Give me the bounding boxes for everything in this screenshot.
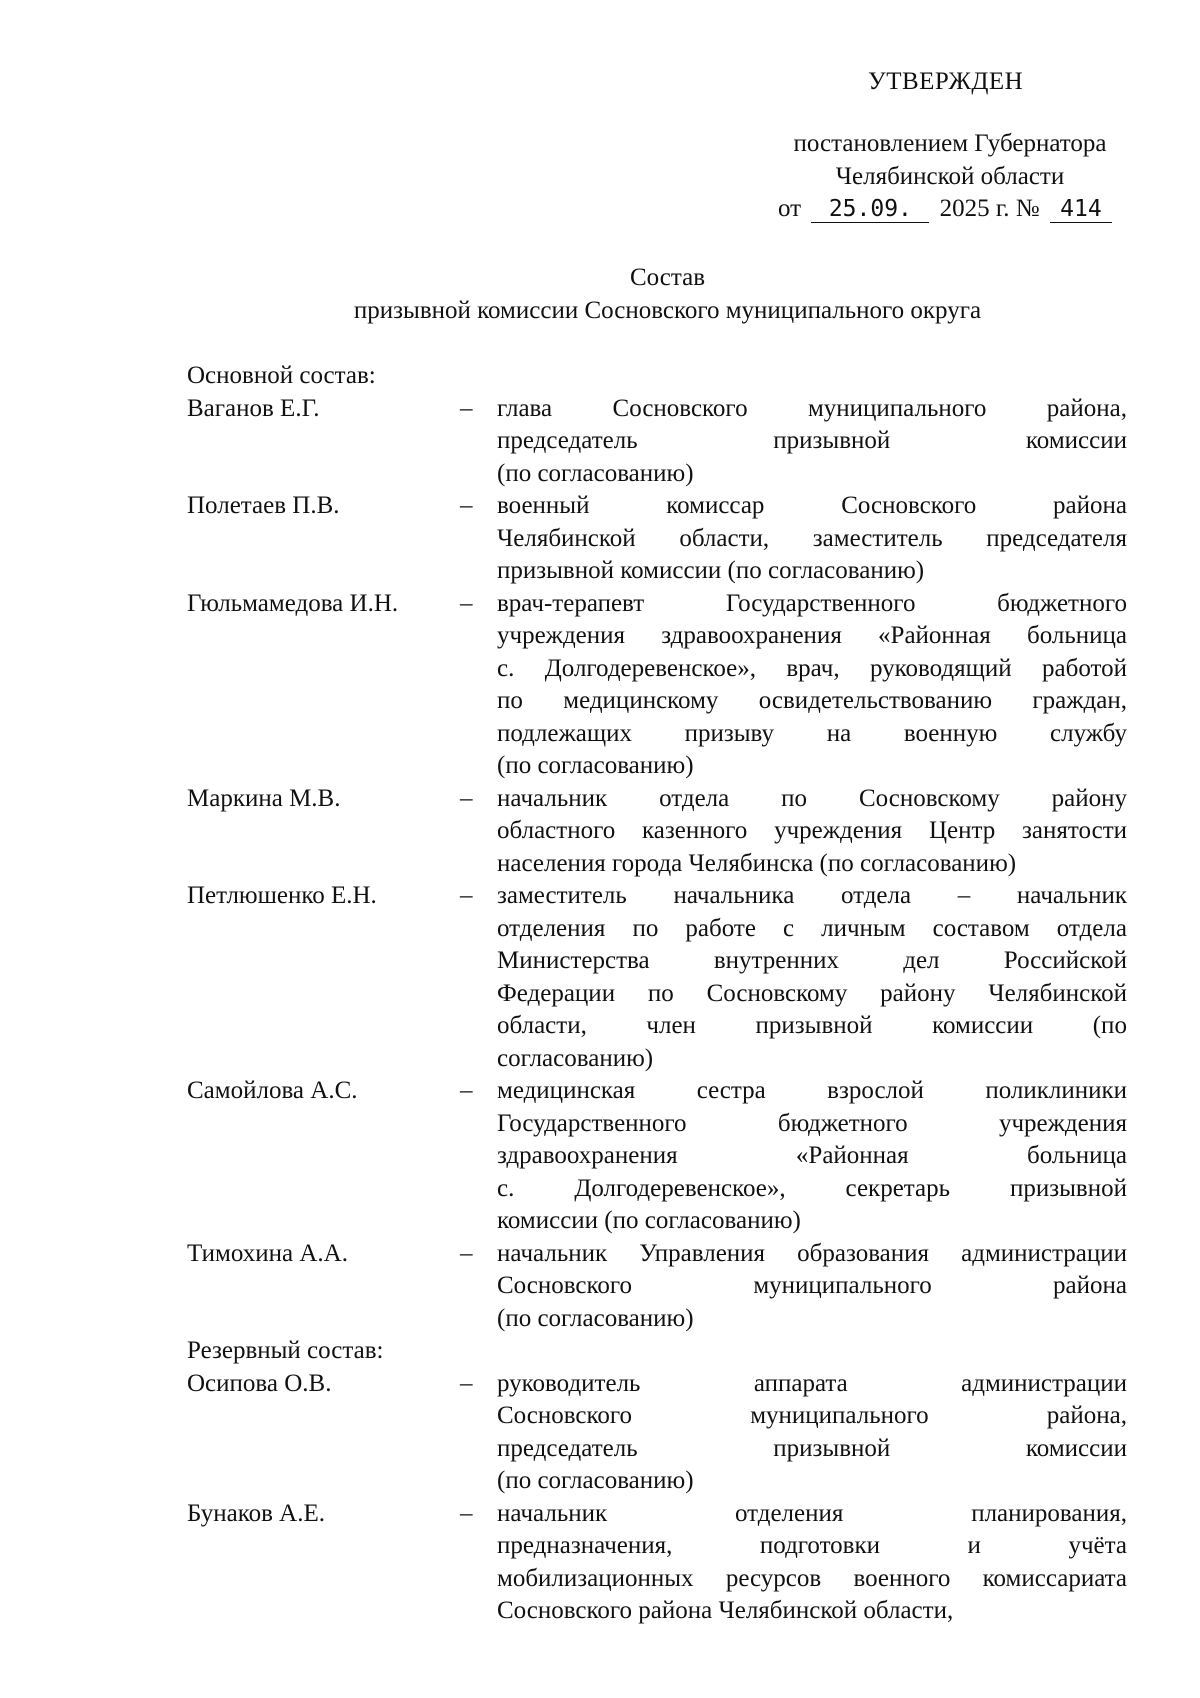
role-line: Сосновского муниципального района, [497, 1402, 1127, 1429]
role-line: военный комиссар Сосновского района [497, 492, 1127, 519]
member-role [497, 393, 1127, 491]
role-line: области, член призывной комиссии (по [497, 1012, 1127, 1039]
member-name: Осипова О.В. [187, 1369, 332, 1397]
member-role [497, 783, 1127, 881]
role-line: председатель призывной комиссии [497, 1434, 1127, 1462]
role-line: отделения по работе с личным составом отдела [497, 914, 1127, 942]
member-role [497, 1238, 1127, 1336]
member-row [187, 1498, 1137, 1628]
member-row [187, 393, 1137, 491]
role-line: согласованию) [497, 1044, 654, 1072]
role-line: врач-терапевт Государственного бюджетного [497, 589, 1127, 617]
role-line: областного казенного учреждения Центр занятости [497, 817, 1127, 844]
decree-year-label: 2025 г. № [939, 195, 1040, 222]
member-dash: – [460, 1369, 473, 1397]
member-name: Маркина М.В. [187, 784, 341, 812]
role-line: Министерства внутренних дел Российской [497, 947, 1127, 974]
member-dash: – [460, 882, 473, 909]
decree-date-line [778, 193, 1140, 226]
member-role [497, 588, 1127, 783]
role-line: подлежащих призыву на военную службу [497, 719, 1127, 747]
role-line: с. Долгодеревенское», врач, руководящий работой [497, 654, 1127, 682]
member-name: Тимохина А.А. [187, 1239, 348, 1267]
member-role [497, 490, 1127, 588]
member-row [187, 880, 1137, 1075]
role-line: Сосновского муниципального района [497, 1272, 1127, 1299]
role-line: по медицинскому освидетельствованию граждан, [497, 687, 1127, 714]
member-row [187, 588, 1137, 783]
member-dash: – [460, 492, 473, 519]
role-line: (по согласованию) [497, 1467, 694, 1494]
member-name: Гюльмамедова И.Н. [187, 589, 399, 617]
role-line: начальник отделения планирования, [497, 1499, 1127, 1527]
role-line: с. Долгодеревенское», секретарь призывной [497, 1174, 1127, 1202]
member-row [187, 783, 1137, 881]
role-line: комиссии (по согласованию) [497, 1207, 801, 1234]
member-row [187, 1075, 1137, 1238]
document-title-line-2: призывной комиссии Сосновского муниципального округа [353, 296, 982, 324]
member-role [497, 1075, 1127, 1238]
role-line: здравоохранения «Районная больница [497, 1142, 1127, 1169]
reserve-section-label: Резервный состав: [187, 1337, 384, 1364]
member-dash: – [460, 1239, 473, 1267]
member-dash: – [460, 394, 473, 422]
role-line: начальник отдела по Сосновскому району [497, 784, 1127, 812]
member-row [187, 1238, 1137, 1336]
role-line: председатель призывной комиссии [497, 427, 1127, 454]
member-dash: – [460, 1499, 473, 1527]
role-line: Сосновского района Челябинской области, [497, 1597, 954, 1624]
member-role [497, 880, 1127, 1075]
document-title-line-1: Состав [629, 264, 706, 291]
role-line: руководитель аппарата администрации [497, 1369, 1127, 1397]
decree-reference [760, 128, 1140, 226]
document-title [0, 262, 1200, 327]
member-name: Полетаев П.В. [187, 492, 340, 519]
main-members-list [187, 393, 1137, 1336]
role-line: населения города Челябинска (по согласованию) [497, 849, 1017, 877]
approved-title: УТВЕРЖДЕН [868, 68, 1024, 95]
role-line: глава Сосновского муниципального района, [497, 394, 1127, 422]
role-line: (по согласованию) [497, 1304, 694, 1332]
role-line: Федерации по Сосновскому району Челябинской [497, 979, 1127, 1007]
role-line: призывной комиссии (по согласованию) [497, 557, 925, 584]
role-line: Челябинской области, заместитель председателя [497, 524, 1127, 552]
decree-line-1: постановлением Губернатора [793, 130, 1107, 157]
member-dash: – [460, 1077, 473, 1104]
member-row [187, 490, 1137, 588]
approval-stamp [760, 66, 1140, 99]
member-name: Ваганов Е.Г. [187, 394, 320, 422]
role-line: (по согласованию) [497, 459, 694, 487]
role-line: (по согласованию) [497, 752, 694, 779]
role-line: Государственного бюджетного учреждения [497, 1109, 1127, 1137]
reserve-members-list [187, 1368, 1137, 1628]
decree-number: 414 [1050, 196, 1112, 223]
member-name: Петлюшенко Е.Н. [187, 882, 377, 909]
decree-from-label: от [778, 195, 802, 222]
role-line: предназначения, подготовки и учёта [497, 1532, 1127, 1559]
role-line: медицинская сестра взрослой поликлиники [497, 1077, 1127, 1104]
member-name: Бунаков А.Е. [187, 1499, 325, 1527]
role-line: заместитель начальника отдела – начальник [497, 882, 1127, 909]
decree-line-2: Челябинской области [835, 162, 1065, 190]
member-role [497, 1498, 1127, 1628]
member-dash: – [460, 589, 473, 617]
commission-list [187, 360, 1137, 1628]
main-section-label: Основной состав: [187, 362, 376, 389]
member-dash: – [460, 784, 473, 812]
role-line: мобилизационных ресурсов военного комиссариата [497, 1564, 1127, 1592]
role-line: учреждения здравоохранения «Районная больница [497, 622, 1127, 649]
member-role [497, 1368, 1127, 1498]
member-row [187, 1368, 1137, 1498]
decree-date: 25.09. [811, 196, 929, 223]
member-name: Самойлова А.С. [187, 1077, 358, 1104]
role-line: начальник Управления образования администрации [497, 1239, 1127, 1267]
